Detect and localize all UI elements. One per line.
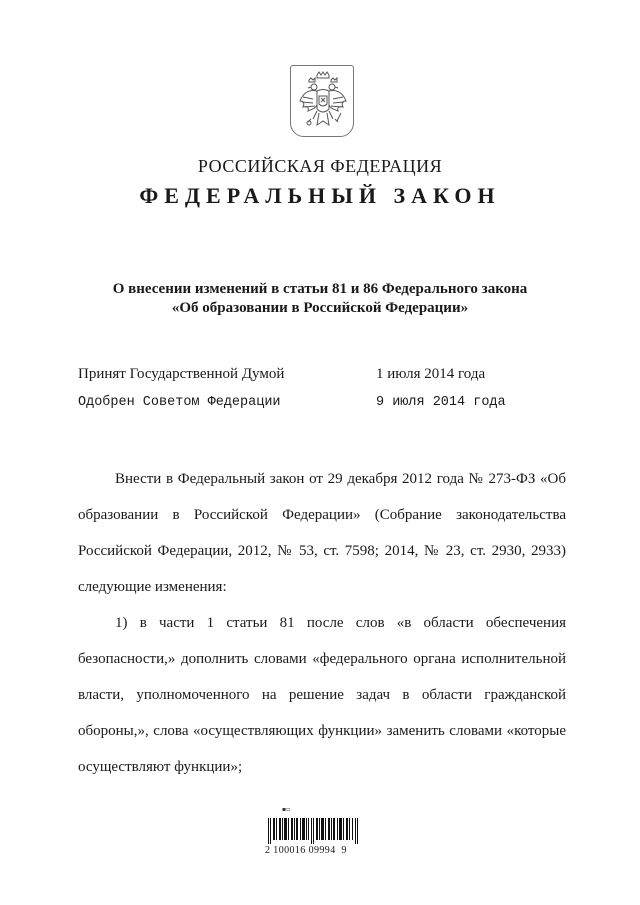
law-body (78, 461, 566, 785)
barcode-number: 2 100016 09994 9 (265, 845, 347, 856)
document-type-heading: ФЕДЕРАЛЬНЫЙ ЗАКОН (139, 183, 501, 208)
law-title (60, 280, 580, 318)
body-paragraph-intro: Внести в Федеральный закон от 29 декабря 2012 года № 273-ФЗ «Об образовании в Российской Федерации» (Собрание законодательства Российской Федерации, 2012, № 53, ст. 7598; 2014, № 23, ст. 2930, 2933) следующие изменения: (78, 471, 566, 595)
country-heading: РОССИЙСКАЯ ФЕДЕРАЦИЯ (197, 156, 443, 176)
barcode (265, 806, 364, 858)
adoption-label: Принят Государственной Думой (78, 366, 285, 382)
law-title-line-1: О внесении изменений в статьи 81 и 86 Федерального закона (112, 281, 528, 297)
barcode-mark: ▪▫ (282, 806, 291, 813)
approval-date: 9 июля 2014 года (376, 395, 506, 410)
body-paragraph-item-1: 1) в части 1 статьи 81 после слов «в области обеспечения безопасности,» дополнить словами «федерального органа исполнительной власти, уполномоченного на решение задач в области гражданской обороны,», слова «осуществляющих функции» заменить словами «которые осуществляют функции»; (78, 615, 566, 775)
emblem-frame (290, 65, 354, 137)
approval-label: Одобрен Советом Федерации (78, 395, 281, 410)
law-title-line-2: «Об образовании в Российской Федерации» (171, 300, 469, 316)
barcode-bars (268, 818, 364, 844)
coat-of-arms-icon (297, 71, 349, 133)
adoption-date: 1 июля 2014 года (376, 366, 486, 382)
